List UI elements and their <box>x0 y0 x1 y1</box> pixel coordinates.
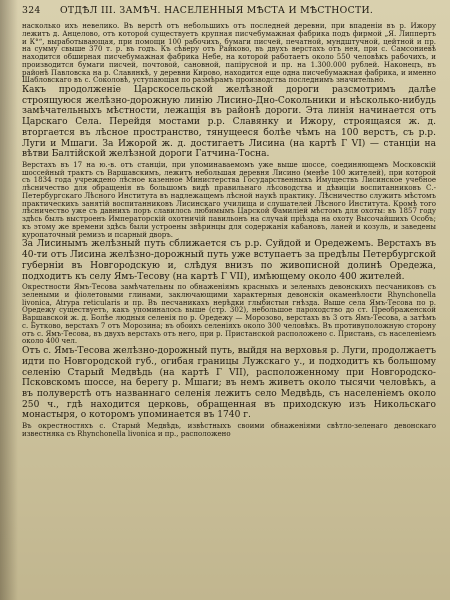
paragraph: насколько ихъ невелико. Въ верстѣ отъ небольшихъ отъ последней деревни, при впаденіи въ р. Ижору лежитъ д. Анцелово, отъ которой существуетъ крупная писчебумажная фабрика подъ фирмой „Я. Липпертъ и К°“, выработывающая, при помощи 100 рабочихъ, бумаги писчей, печатной, мундштучной, цейтной и пр. на сумму свыше 370 т. р. въ годъ. Къ сѣверу отъ Райково, въ двухъ верстахъ отъ нея, при с. Самсониевѣ находится обширная писчебумажная фабрика Небе, на которой работаетъ около 550 человѣкъ рабочихъ, и производится бумаги писчей, почтовой, сановной, папірусной и пр. на 1.300.000 рублей. Наконецъ, въ районѣ Павловска на р. Славянкѣ, у деревни Кирово, находится еще одна писчебумажная фабрика, и именно Шабловскаго въ с. Соколовѣ, уступающая по размѣрамъ производства последнимъ значительно. <box>22 22 436 85</box>
paragraph: За Лисинымъ желѣзный путь сближается съ р.р. Суйдой и Оредежемъ. Верстахъ въ 40-ти отъ Лисина желѣзно-дорожный путь уже вступаетъ за предѣлы Петербургской губерніи въ Новгородскую и, слѣдуя внизъ по живописной долинѣ Оредежа, подходитъ къ селу Ямъ-Тесову (на картѣ Г VII), имѣющему около 400 жителей. <box>22 239 436 282</box>
body-text <box>22 22 436 596</box>
running-title: ОТДѢЛ III. ЗАМѢЧ. НАСЕЛЕННЫЯ МѢСТА И МѢСТНОСТИ. <box>60 5 374 16</box>
paragraph: Какъ продолженіе Царскосельской желѣзной дороги разсмотримъ далѣе строящуюся желѣзно-дорожную линію Лисино-Дно-Сокольники и нѣсколько-нибудь замѣчательныхъ мѣстности, лежащія въ районѣ дороги. Эта линія начинается отъ Царскаго Села. Перейдя мостами р.р. Славянку и Ижору, строящаяся ж. д. вторгается въ лѣсное пространство, тянущееся болѣе чѣмъ на 100 верстъ, съ р.р. Луги и Мшаги. За Ижорой ж. д. достигаетъ Лисина (на картѣ Г VI) — станціи на вѣтви Балтійской желѣзной дороги Гатчина-Тосна. <box>22 85 436 160</box>
page-number: 324 <box>22 5 41 16</box>
page-header <box>22 5 436 19</box>
paragraph: Окрестности Ямъ-Тесова замѣчательны по обнаженіямъ красныхъ и зеленыхъ девонскихъ песчаниковъ съ зелеными и фіолетовыми глинами, заключающими характерныя девонскія окаменѣлости Rhynchonella livonica, Atrypa reticularis и пр. Въ песчаникахъ нерѣдки глыбистыя гнѣзда. Выше села Ямъ-Тесова по р. Оредежу существуетъ, какъ упоминалось выше (стр. 302), небольшое пароходство до ст. Преображенской Варшавской ж. д. Болѣе людныя селенія по р. Оредежу — Морозово, верстахъ въ 3 отъ Ямъ-Тесова, а затѣмъ с. Бутково, верстахъ 7 отъ Морозина; въ обоихъ селеніяхъ около 300 человѣкъ. Въ противуположную сторону отъ с. Ямъ-Тесова, въ двухъ верстахъ отъ него, при р. Пристанской расположено с. Пристань, съ населеніемъ около 400 чел. <box>22 282 436 346</box>
paragraph: Отъ с. Ямъ-Тесова желѣзно-дорожный путь, выйдя на верховья р. Луги, продолжаетъ идти по Новгородской губ., огибая границы Лужскаго у., и подходитъ къ большому селенію Старый Медвѣдь (на картѣ Г VII), расположенному при Новгородско-Псковскомъ шоссе, на берегу р. Мшаги; въ немъ живетъ около тысячи человѣкъ, а въ полуверстѣ отъ названнаго селенія лежитъ село Медвѣдь, съ населеніемъ около 250 ч., гдѣ находится церковь, обращенная въ приходскую изъ Никольскаго монастыря, о которомъ упоминается въ 1740 г. <box>22 346 436 421</box>
paragraph: Верстахъ въ 17 на ю.-в. отъ станціи, при упоминаваемомъ уже выше шоссе, соединяющемъ Московскій шоссейный трактъ съ Варшавскимъ, лежитъ небольшая деревня Лисино (менѣе 100 жителей), при которой съ 1834 года учреждено лѣсное казенное Министерства Государственныхъ Имуществъ Лисинское учебное лѣсничество для обращенія въ большомъ видѣ правильнаго лѣсоводства и дѣвиціи воспитанниковъ С.-Петербургскаго Лѣсного Института въ надлежащемъ лѣсной наукѣ практику. Лѣсничество служитъ мѣстомъ практическихъ занятій воспитанниковъ Лисинскаго училища и слушателей Лѣсного Института. Кромѣ того лѣсничество уже съ давнихъ поръ славилось любимымъ Царской Фамиліей мѣстомъ для охоты: въ 1857 году здѣсь былъ выстроенъ Императорскій охотничій павильонъ на случай пріѣзда на охоту Высочайшихъ Особъ; къ этому же времени здѣсь были устроены звѣринцы для содержанія кабановъ, ланей и козуль, и заведены куропаточный ремизъ и псарный дворъ. <box>22 159 436 239</box>
paragraph: Въ окрестностяхъ с. Старый Медвѣдь, извѣстныхъ своими обнаженіями свѣтло-зеленаго девонскаго известняка съ Rhynchonella livonica и пр., расположено <box>22 421 436 438</box>
